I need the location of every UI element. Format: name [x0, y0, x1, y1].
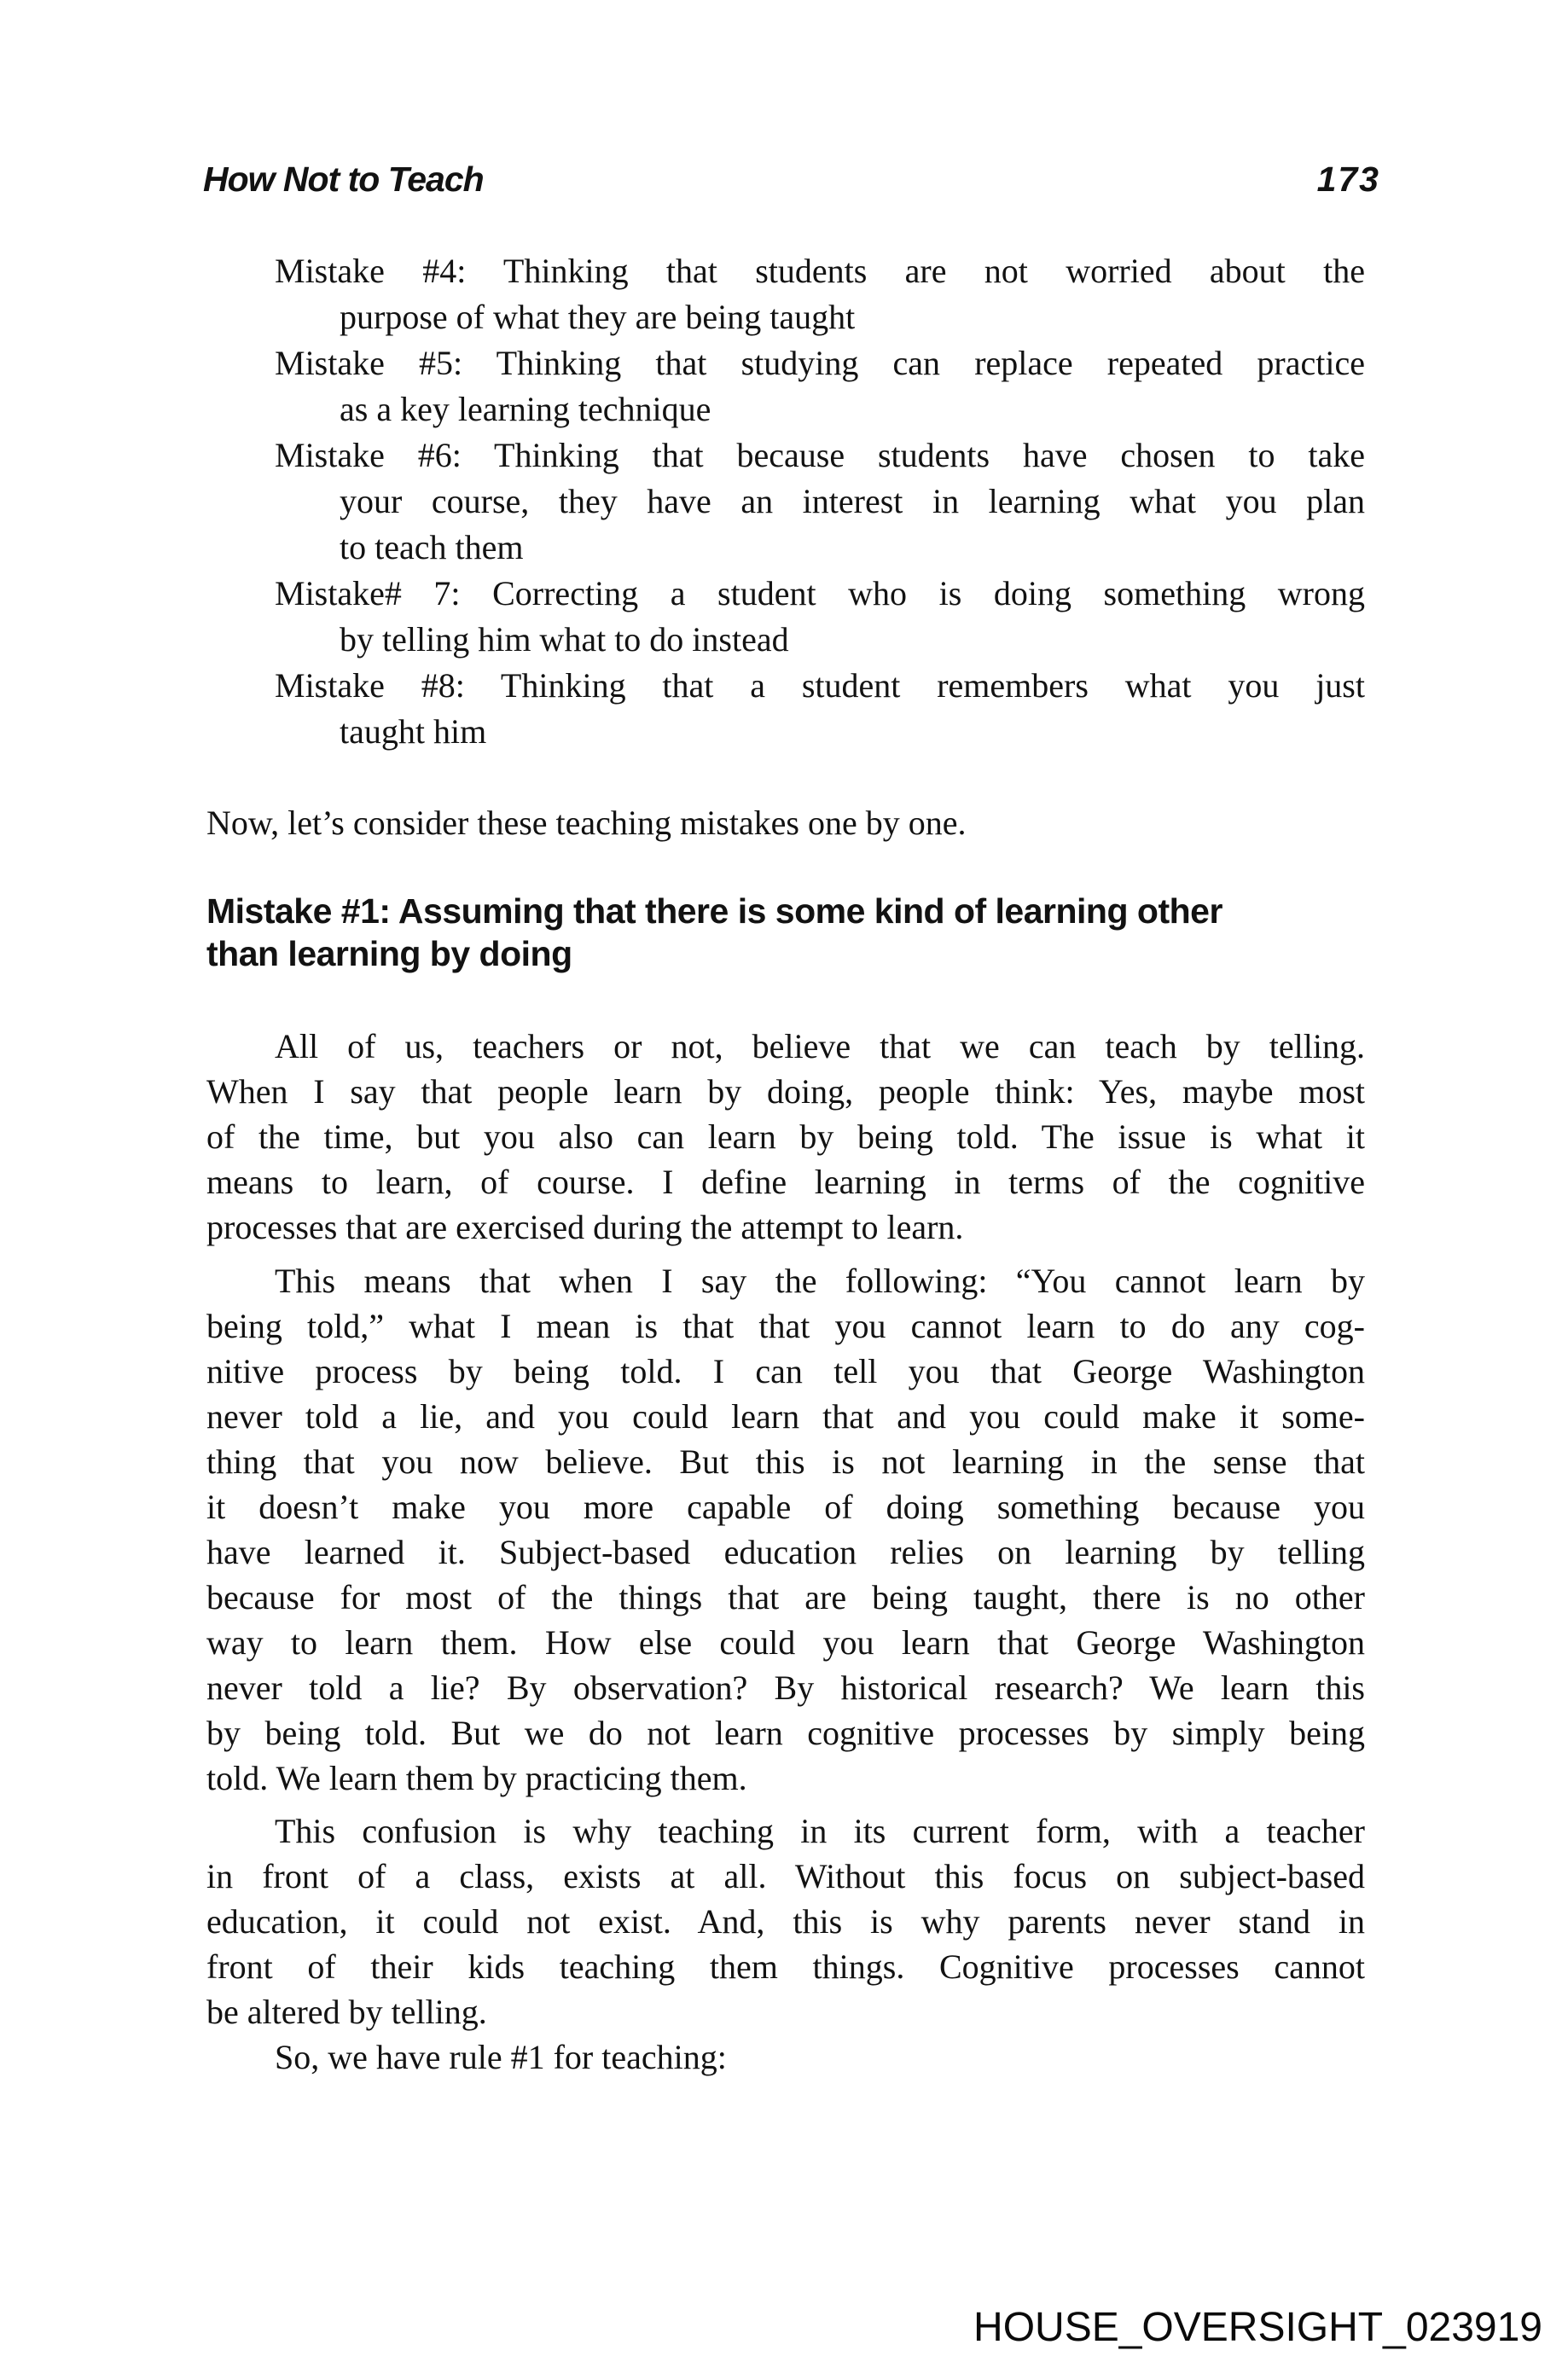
intro-paragraph	[206, 800, 1365, 845]
page-number: 173	[1316, 160, 1380, 199]
body-line: by being told. But we do not learn cognitive processes by simply being	[206, 1714, 1365, 1752]
body-line: This confusion is why teaching in its current form, with a teacher	[275, 1812, 1365, 1850]
body-line: When I say that people learn by doing, people think: Yes, maybe most	[206, 1072, 1365, 1111]
paragraph-1	[206, 1024, 1365, 1250]
closing-line	[206, 2034, 1365, 2080]
body-line: it doesn’t make you more capable of doing something because you	[206, 1488, 1365, 1526]
body-line: All of us, teachers or not, believe that we can teach by telling.	[275, 1027, 1365, 1065]
bates-number: HOUSE_OVERSIGHT_023919	[973, 2305, 1542, 2350]
list-line: your course, they have an interest in learning what you plan	[340, 482, 1365, 520]
mistakes-list	[275, 248, 1365, 755]
paragraph-2	[206, 1258, 1365, 1801]
body-line: Now, let’s consider these teaching mistakes one by one.	[206, 804, 967, 842]
heading-line: than learning by doing	[206, 934, 572, 973]
list-line: to teach them	[340, 528, 524, 566]
body-line: of the time, but you also can learn by being told. The issue is what it	[206, 1117, 1365, 1156]
list-line: Mistake #4: Thinking that students are not worried about the	[275, 252, 1365, 290]
running-header-title: How Not to Teach	[203, 160, 484, 199]
body-line: be altered by telling.	[206, 1993, 487, 2031]
heading-line: Mistake #1: Assuming that there is some kind of learning other	[206, 891, 1222, 931]
body-line: processes that are exercised during the attempt to learn.	[206, 1208, 964, 1246]
body-line: way to learn them. How else could you learn that George Washington	[206, 1623, 1365, 1662]
list-line: Mistake #8: Thinking that a student remembers what you just	[275, 666, 1365, 705]
body-line: told. We learn them by practicing them.	[206, 1759, 747, 1797]
body-line: never told a lie, and you could learn that and you could make it some-	[206, 1397, 1365, 1436]
paragraph-3	[206, 1808, 1365, 2034]
list-line: purpose of what they are being taught	[340, 298, 856, 336]
body-line: in front of a class, exists at all. Without this focus on subject-based	[206, 1857, 1365, 1895]
body-line: being told,” what I mean is that that you cannot learn to do any cog-	[206, 1307, 1365, 1345]
body-line: never told a lie? By observation? By historical research? We learn this	[206, 1668, 1365, 1707]
body-line: means to learn, of course. I define learning in terms of the cognitive	[206, 1163, 1365, 1201]
section-heading	[206, 890, 1418, 975]
list-line: Mistake #5: Thinking that studying can replace repeated practice	[275, 344, 1365, 382]
list-line: taught him	[340, 712, 487, 751]
list-line: by telling him what to do instead	[340, 620, 789, 659]
body-line: nitive process by being told. I can tell you that George Washington	[206, 1352, 1365, 1390]
body-line: So, we have rule #1 for teaching:	[275, 2038, 727, 2076]
body-line: thing that you now believe. But this is not learning in the sense that	[206, 1442, 1365, 1481]
body-line: front of their kids teaching them things. Cognitive processes cannot	[206, 1947, 1365, 1986]
list-line: Mistake# 7: Correcting a student who is doing something wrong	[275, 574, 1365, 612]
body-line: because for most of the things that are being taught, there is no other	[206, 1578, 1365, 1616]
body-line: education, it could not exist. And, this is why parents never stand in	[206, 1902, 1365, 1941]
body-line: This means that when I say the following: “You cannot learn by	[275, 1262, 1365, 1300]
list-line: as a key learning technique	[340, 390, 711, 428]
list-line: Mistake #6: Thinking that because students have chosen to take	[275, 436, 1365, 474]
body-line: have learned it. Subject-based education relies on learning by telling	[206, 1533, 1365, 1571]
